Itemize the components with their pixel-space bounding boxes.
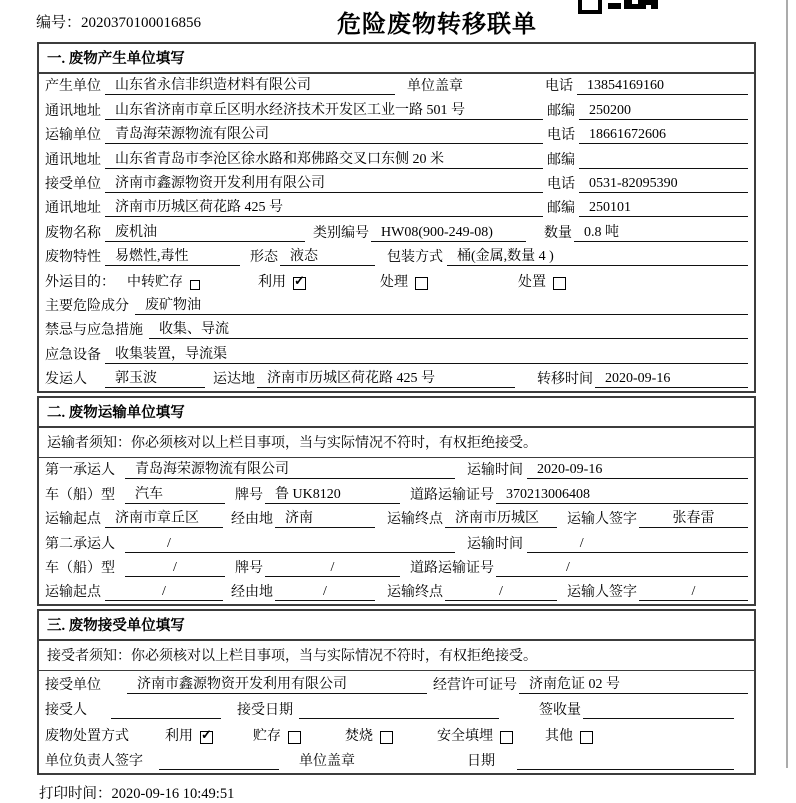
document-number-value: 2020370100016856	[81, 15, 202, 31]
road-permit-label: 道路运输证号	[410, 487, 494, 503]
print-time: 打印时间：2020-09-16 10:49:51	[39, 786, 235, 803]
phone-label: 电话	[545, 79, 573, 95]
page-edge-line	[786, 0, 788, 768]
row-waste-name	[39, 220, 754, 244]
checkbox-icon	[553, 277, 566, 290]
row-transporter	[39, 123, 754, 147]
disposal-option-utilize	[165, 725, 213, 745]
transport-time-label: 运输时间	[467, 463, 523, 479]
qr-finder-block	[578, 0, 602, 14]
row-emergency-measures	[39, 318, 754, 342]
terminus-label: 运输终点	[387, 512, 443, 528]
transporter-notice: 运输者须知：你必须核对以上栏目事项，当与实际情况不符时，有权拒绝接受。	[39, 428, 754, 458]
category-code-value: HW08(900-249-08)	[371, 225, 526, 242]
disposal-option-landfill	[437, 725, 513, 745]
received-qty-label: 签收量	[539, 703, 581, 719]
qr-block-gap	[646, 5, 651, 9]
via-label: 经由地	[231, 585, 273, 601]
page-title: 危险废物转移联单	[337, 12, 537, 38]
option-label: 其他	[545, 728, 573, 744]
checkbox-icon	[190, 280, 200, 290]
row-receiving-unit	[39, 671, 754, 697]
date-value	[517, 769, 734, 770]
address-label: 通讯地址	[45, 152, 101, 168]
packaging-value: 桶(金属,数量 4 )	[447, 245, 748, 266]
producer-phone-value: 13854169160	[577, 78, 748, 95]
emergency-equipment-label: 应急设备	[45, 347, 101, 363]
qr-code-icon	[578, 0, 660, 10]
option-label: 处理	[380, 274, 408, 290]
checkbox-icon	[415, 277, 428, 290]
section-producer	[37, 42, 756, 393]
zip-label: 邮编	[547, 103, 575, 119]
plate-label: 牌号	[235, 561, 263, 577]
carrier-signature-label: 运输人签字	[567, 585, 637, 601]
row-receiver-address	[39, 196, 754, 220]
second-carrier-label: 第二承运人	[45, 536, 115, 552]
producer-label: 产生单位	[45, 79, 101, 95]
carrier-signature-value-2: /	[639, 584, 748, 601]
receiver-label: 接受单位	[45, 176, 101, 192]
row-acceptance	[39, 697, 754, 723]
origin-value: 济南市章丘区	[105, 507, 223, 528]
first-carrier-label: 第一承运人	[45, 463, 115, 479]
vehicle-type-value: 汽车	[125, 483, 225, 504]
via-label: 经由地	[231, 512, 273, 528]
row-emergency-equipment	[39, 342, 754, 366]
plate-value: 鲁 UK8120	[265, 483, 400, 504]
row-route-2	[39, 580, 754, 604]
license-label: 经营许可证号	[433, 677, 517, 693]
road-permit-label: 道路运输证号	[410, 561, 494, 577]
emergency-measures-label: 禁忌与应急措施	[45, 323, 143, 339]
qr-block	[608, 3, 621, 9]
license-value: 济南危证 02 号	[519, 673, 748, 694]
receiver-notice: 接受者须知：你必须核对以上栏目事项，当与实际情况不符时，有权拒绝接受。	[39, 641, 754, 671]
document-number-label: 编号：	[36, 15, 82, 31]
acceptor-label: 接受人	[45, 703, 87, 719]
via-value-2: /	[275, 584, 375, 601]
received-qty-value	[583, 718, 734, 719]
purpose-option-dispose	[518, 271, 566, 291]
accept-date-label: 接受日期	[237, 703, 293, 719]
form-label: 形态	[250, 250, 278, 266]
waste-traits-label: 废物特性	[45, 250, 101, 266]
receiving-unit-label: 接受单位	[45, 677, 101, 693]
terminus-value: 济南市历城区	[445, 507, 557, 528]
main-hazard-value: 废矿物油	[135, 294, 748, 315]
terminus-label: 运输终点	[387, 585, 443, 601]
address-label: 通讯地址	[45, 201, 101, 217]
checkbox-icon	[580, 731, 593, 744]
producer-address-value: 山东省济南市章丘区明水经济技术开发区工业一路 501 号	[105, 99, 543, 120]
option-label: 处置	[518, 274, 546, 290]
date-label: 日期	[467, 754, 495, 770]
first-carrier-value: 青岛海荣源物流有限公司	[125, 458, 455, 479]
section-transport-title: 二. 废物运输单位填写	[39, 398, 754, 428]
terminus-value-2: /	[445, 584, 557, 601]
receiver-value: 济南市鑫源物资开发利用有限公司	[105, 172, 543, 193]
row-vehicle-2	[39, 556, 754, 580]
row-carrier-2	[39, 531, 754, 555]
row-producer-address	[39, 98, 754, 122]
emergency-equipment-value: 收集装置，导流渠	[105, 343, 748, 364]
row-producer	[39, 74, 754, 98]
transport-time-label: 运输时间	[467, 536, 523, 552]
section-producer-title: 一. 废物产生单位填写	[39, 44, 754, 74]
transporter-zip-value	[579, 168, 748, 169]
emergency-measures-value: 收集、导流	[149, 318, 748, 339]
purpose-option-utilize	[258, 271, 306, 291]
phone-label: 电话	[547, 176, 575, 192]
row-purpose	[39, 269, 754, 293]
row-disposal-method	[39, 722, 754, 748]
acceptor-value	[111, 718, 221, 719]
option-label: 安全填埋	[437, 728, 493, 744]
disposal-option-other	[545, 725, 593, 745]
address-label: 通讯地址	[45, 103, 101, 119]
origin-value-2: /	[105, 584, 223, 601]
responsible-signature-label: 单位负责人签字	[45, 754, 143, 770]
checkbox-icon	[500, 731, 513, 744]
checkbox-icon	[380, 731, 393, 744]
road-permit-value: 370213006408	[496, 487, 748, 504]
unit-stamp-label: 单位盖章	[299, 754, 355, 770]
origin-label: 运输起点	[45, 512, 101, 528]
waste-name-value: 废机油	[105, 221, 305, 242]
option-label: 贮存	[253, 728, 281, 744]
transfer-time-label: 转移时间	[537, 372, 593, 388]
receiver-phone-value: 0531-82095390	[579, 176, 748, 193]
producer-value: 山东省永信非织造材料有限公司	[105, 74, 395, 95]
producer-zip-value: 250200	[579, 103, 748, 120]
section-receiver-title: 三. 废物接受单位填写	[39, 611, 754, 641]
qr-block	[624, 0, 658, 9]
destination-value: 济南市历城区荷花路 425 号	[257, 367, 515, 388]
shipper-value: 郭玉波	[105, 367, 205, 388]
purpose-option-treat	[380, 271, 428, 291]
main-hazard-label: 主要危险成分	[45, 298, 129, 314]
option-label: 利用	[258, 274, 286, 290]
option-label: 中转贮存	[127, 274, 183, 290]
row-transporter-address	[39, 147, 754, 171]
accept-date-value	[299, 718, 499, 719]
qr-block-gap	[632, 0, 638, 4]
receiver-zip-value: 250101	[579, 200, 748, 217]
checkbox-icon	[200, 731, 213, 744]
plate-value-2: /	[265, 560, 400, 577]
receiving-unit-value: 济南市鑫源物资开发利用有限公司	[127, 673, 427, 694]
row-carrier-1	[39, 458, 754, 482]
phone-label: 电话	[547, 128, 575, 144]
waste-traits-value: 易燃性,毒性	[105, 245, 240, 266]
vehicle-type-label: 车（船）型	[45, 487, 115, 503]
row-receiver	[39, 172, 754, 196]
option-label: 利用	[165, 728, 193, 744]
transporter-label: 运输单位	[45, 128, 101, 144]
disposal-option-incinerate	[345, 725, 393, 745]
transport-time-value: 2020-09-16	[527, 462, 748, 479]
vehicle-type-label: 车（船）型	[45, 561, 115, 577]
responsible-signature-value	[159, 769, 279, 770]
transport-time-underline-extension	[636, 552, 748, 553]
origin-label: 运输起点	[45, 585, 101, 601]
document-number	[36, 11, 201, 32]
carrier-signature-value: 张春雷	[639, 507, 748, 528]
transport-time-value-2: /	[527, 536, 636, 553]
waste-name-label: 废物名称	[45, 225, 101, 241]
category-code-label: 类别编号	[313, 225, 369, 241]
row-route-1	[39, 507, 754, 531]
disposal-option-storage	[253, 725, 301, 745]
zip-label: 邮编	[547, 201, 575, 217]
quantity-value: 0.8 吨	[574, 221, 748, 242]
second-carrier-value: /	[125, 536, 455, 553]
option-label: 焚烧	[345, 728, 373, 744]
checkbox-icon	[288, 731, 301, 744]
checkbox-icon	[293, 277, 306, 290]
form-body	[37, 42, 756, 803]
section-transport	[37, 396, 756, 606]
section-receiver	[37, 609, 756, 775]
transporter-value: 青岛海荣源物流有限公司	[105, 123, 543, 144]
transporter-address-value: 山东省青岛市李沧区徐水路和郑佛路交叉口东侧 20 米	[105, 148, 543, 169]
plate-label: 牌号	[235, 487, 263, 503]
row-main-hazard	[39, 294, 754, 318]
via-value: 济南	[275, 507, 375, 528]
carrier-signature-label: 运输人签字	[567, 512, 637, 528]
destination-label: 运达地	[213, 372, 255, 388]
row-waste-traits	[39, 245, 754, 269]
zip-label: 邮编	[547, 152, 575, 168]
vehicle-type-value-2: /	[125, 560, 225, 577]
receiver-address-value: 济南市历城区荷花路 425 号	[105, 196, 543, 217]
transfer-time-value: 2020-09-16	[595, 371, 748, 388]
row-dispatch	[39, 367, 754, 391]
purpose-option-transfer-storage	[127, 271, 200, 291]
row-vehicle-1	[39, 482, 754, 506]
quantity-label: 数量	[544, 225, 572, 241]
shipper-label: 发运人	[45, 372, 87, 388]
purpose-label: 外运目的：	[45, 274, 115, 290]
disposal-method-label: 废物处置方式	[45, 728, 129, 744]
form-value: 液态	[280, 245, 375, 266]
road-permit-value-2: /	[496, 560, 748, 577]
unit-stamp-label: 单位盖章	[407, 79, 463, 95]
transporter-phone-value: 18661672606	[579, 127, 748, 144]
row-responsible-signature	[39, 748, 754, 774]
packaging-label: 包装方式	[387, 250, 443, 266]
